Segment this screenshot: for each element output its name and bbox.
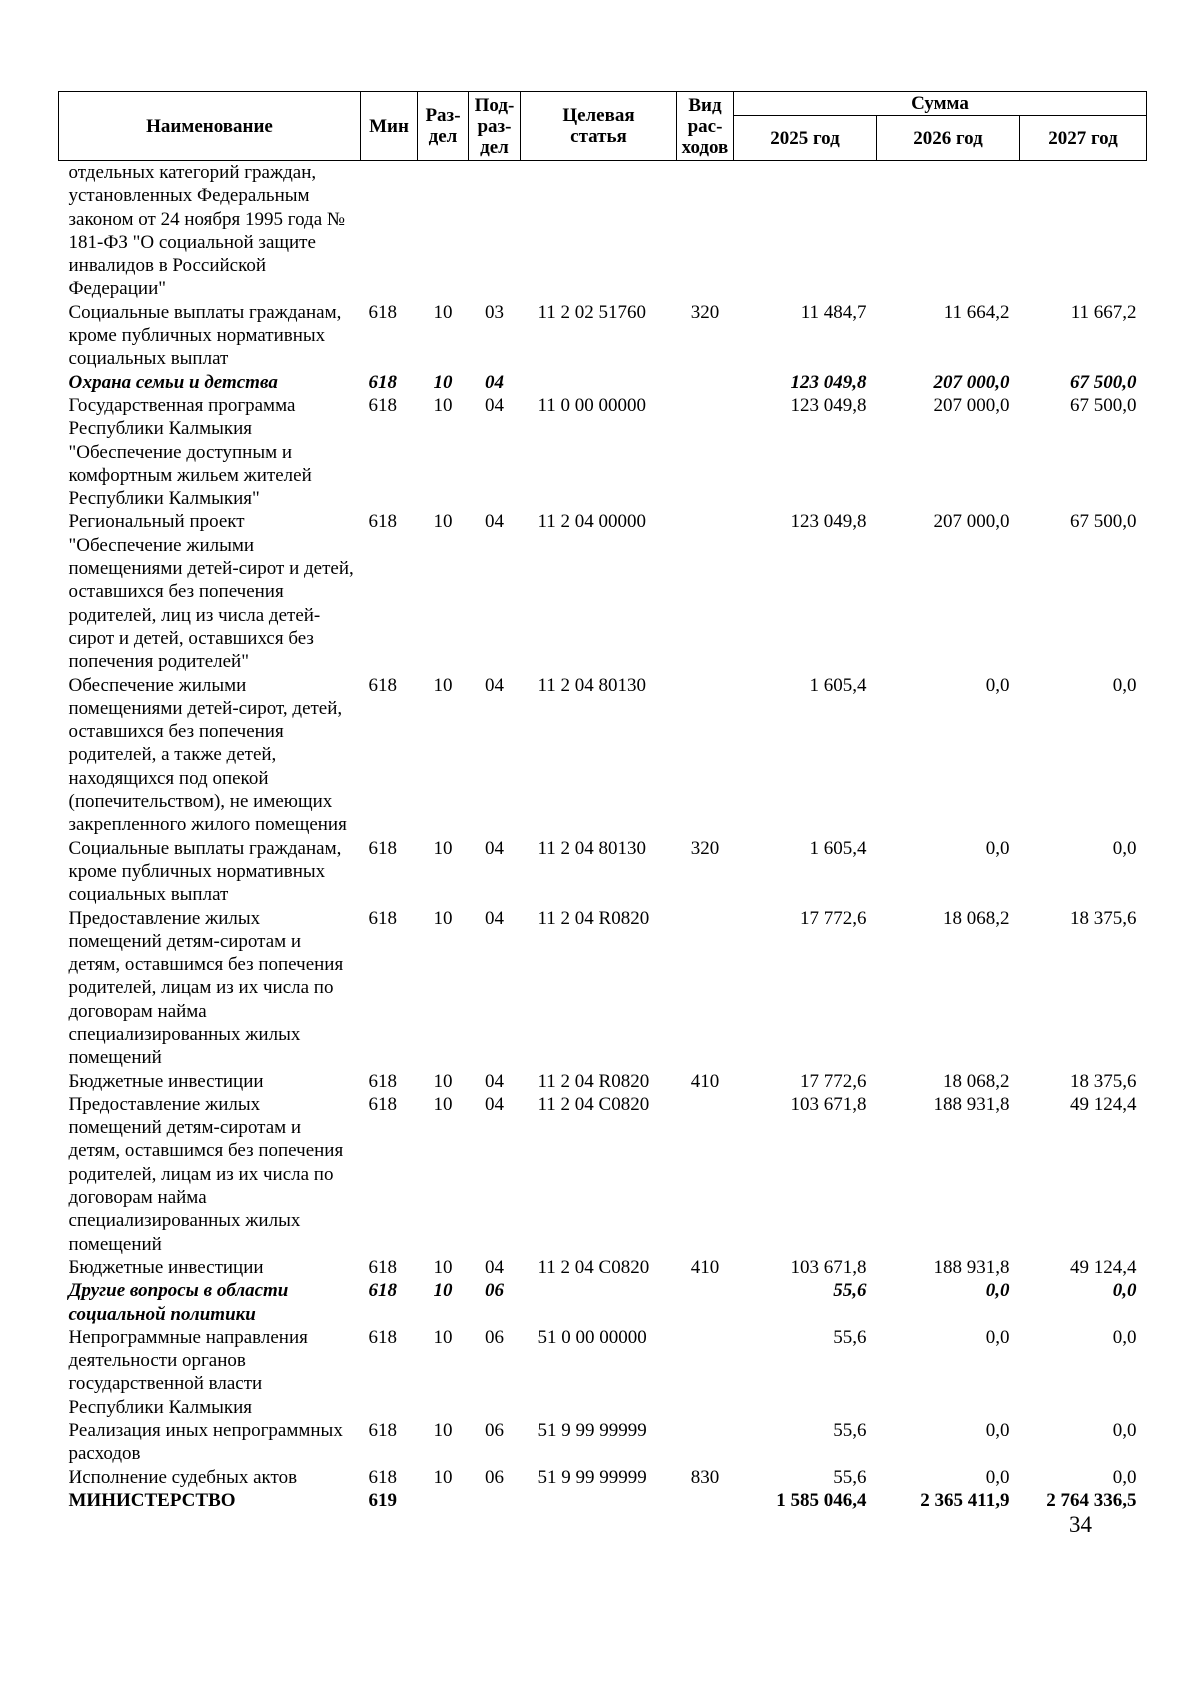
table-row (59, 161, 1147, 301)
row-celevaya-statya: 11 2 04 R0820 (537, 907, 650, 929)
header-min: Мин (361, 92, 418, 161)
row-sum-2026: 0,0 (985, 1420, 1010, 1442)
row-celevaya-statya: 51 0 00 00000 (537, 1326, 647, 1348)
table-row (59, 1256, 1147, 1279)
page-number: 34 (1069, 1512, 1092, 1537)
row-sum-2025: 55,6 (833, 1280, 867, 1302)
header-celevaya (521, 92, 677, 161)
header-podrazdel (469, 92, 521, 161)
row-vid-rashodov (677, 1326, 734, 1419)
row-sum-2026 (877, 161, 1020, 301)
row-sum-2027: 18 375,6 (1070, 1070, 1137, 1092)
row-razdel: 10 (433, 907, 453, 929)
row-name: Предоставление жилых помещений детям-сиротам и детям, оставшимся без попечения родителей, лицам из их числа по договорам найма специализированных жилых помещений (68, 907, 344, 1069)
row-vid-rashodov (677, 161, 734, 301)
row-min: 618 (368, 674, 397, 696)
row-razdel: 10 (433, 1070, 453, 1092)
row-podrazdel: 04 (485, 371, 504, 393)
table-row (59, 1466, 1147, 1489)
row-name: Предоставление жилых помещений детям-сиротам и детям, оставшимся без попечения родителей, лицам из их числа по договорам найма специализированных жилых помещений (68, 1093, 344, 1255)
row-sum-2026: 2 365 411,9 (920, 1489, 1010, 1511)
row-sum-2026: 207 000,0 (933, 394, 1010, 416)
row-min: 618 (368, 1070, 397, 1092)
row-sum-2027: 11 667,2 (1070, 301, 1137, 323)
row-name: Обеспечение жилыми помещениями детей-сирот, детей, оставшихся без попечения родителей, а также детей, находящихся под опекой (попечительством), не имеющих закрепленного жилого помещения (68, 674, 347, 836)
row-vid-rashodov (677, 371, 734, 394)
row-name: Реализация иных непрограммных расходов (68, 1420, 343, 1465)
row-vid-rashodov (677, 1489, 734, 1512)
row-sum-2026: 11 664,2 (943, 301, 1010, 323)
row-min (361, 161, 418, 301)
row-razdel: 10 (433, 1466, 453, 1488)
row-min: 618 (368, 301, 397, 323)
row-min: 618 (368, 1420, 397, 1442)
row-podrazdel (469, 1489, 521, 1512)
row-sum-2026: 0,0 (985, 1280, 1010, 1302)
header-razdel (418, 92, 469, 161)
row-sum-2025: 55,6 (833, 1466, 867, 1488)
row-sum-2026: 188 931,8 (933, 1256, 1010, 1278)
row-sum-2025: 17 772,6 (800, 1070, 867, 1092)
row-name: Социальные выплаты гражданам, кроме публичных нормативных социальных выплат (68, 301, 342, 370)
row-podrazdel: 04 (485, 907, 504, 929)
row-razdel: 10 (433, 1093, 453, 1115)
row-podrazdel: 04 (485, 674, 504, 696)
row-sum-2027: 0,0 (1112, 1326, 1137, 1348)
header-2026: 2026 год (877, 116, 1020, 161)
row-min: 618 (368, 371, 397, 393)
row-vid-rashodov (677, 1419, 734, 1466)
row-sum-2027: 67 500,0 (1070, 511, 1137, 533)
row-min: 619 (368, 1489, 397, 1511)
row-name: Бюджетные инвестиции (68, 1256, 264, 1278)
header-podrazdel-text: Под- раз- дел (474, 94, 515, 158)
row-razdel: 10 (433, 1256, 453, 1278)
row-sum-2027: 0,0 (1112, 1420, 1137, 1442)
row-podrazdel (469, 161, 521, 301)
row-celevaya-statya (521, 371, 677, 394)
row-vid-rashodov: 320 (690, 301, 720, 323)
row-sum-2027: 0,0 (1112, 1280, 1137, 1302)
row-razdel: 10 (433, 511, 453, 533)
row-name: Социальные выплаты гражданам, кроме публичных нормативных социальных выплат (68, 837, 342, 906)
row-sum-2026: 207 000,0 (933, 511, 1010, 533)
row-min: 618 (368, 907, 397, 929)
budget-table (58, 91, 1147, 1512)
header-celevaya-text: Целевая статья (562, 105, 635, 147)
row-vid-rashodov (677, 907, 734, 1070)
row-sum-2026: 0,0 (985, 1466, 1010, 1488)
row-celevaya-statya (521, 161, 677, 301)
table-row (59, 907, 1147, 1070)
row-podrazdel: 06 (485, 1466, 504, 1488)
table-row (59, 394, 1147, 510)
document-page (58, 91, 1146, 1537)
row-vid-rashodov (677, 510, 734, 673)
row-sum-2027: 67 500,0 (1070, 371, 1137, 393)
row-razdel: 10 (433, 837, 453, 859)
row-celevaya-statya: 11 2 04 80130 (537, 837, 647, 859)
table-row (59, 1489, 1147, 1512)
row-sum-2025: 123 049,8 (790, 371, 867, 393)
row-sum-2027: 0,0 (1112, 837, 1137, 859)
header-2027: 2027 год (1020, 116, 1147, 161)
row-sum-2026: 207 000,0 (933, 371, 1010, 393)
row-razdel: 10 (433, 394, 453, 416)
row-min: 618 (368, 394, 397, 416)
row-sum-2025: 103 671,8 (790, 1093, 867, 1115)
row-sum-2027: 18 375,6 (1070, 907, 1137, 929)
row-podrazdel: 04 (485, 394, 504, 416)
table-row (59, 1093, 1147, 1256)
header-vid (677, 92, 734, 161)
row-sum-2026: 18 068,2 (943, 1070, 1010, 1092)
row-razdel (418, 1489, 469, 1512)
row-celevaya-statya: 11 0 00 00000 (537, 394, 647, 416)
row-sum-2026: 0,0 (985, 837, 1010, 859)
row-name: Непрограммные направления деятельности органов государственной власти Республики Калмыкия (68, 1326, 308, 1418)
table-header (59, 92, 1147, 161)
row-name: Другие вопросы в области социальной политики (68, 1280, 289, 1325)
row-sum-2025: 17 772,6 (800, 907, 867, 929)
row-sum-2027: 0,0 (1112, 1466, 1137, 1488)
row-celevaya-statya: 11 2 04 R0820 (537, 1070, 650, 1092)
row-sum-2027 (1020, 161, 1147, 301)
header-summa: Сумма (734, 92, 1147, 116)
row-min: 618 (368, 1256, 397, 1278)
table-row (59, 1326, 1147, 1419)
row-razdel (418, 161, 469, 301)
row-celevaya-statya: 11 2 04 C0820 (537, 1256, 650, 1278)
row-sum-2025 (734, 161, 877, 301)
row-sum-2026: 0,0 (985, 1326, 1010, 1348)
row-sum-2025: 123 049,8 (790, 511, 867, 533)
table-row (59, 1419, 1147, 1466)
table-body (59, 161, 1147, 1513)
row-celevaya-statya: 51 9 99 99999 (537, 1466, 647, 1488)
row-name: Бюджетные инвестиции (68, 1070, 264, 1092)
row-celevaya-statya: 11 2 04 80130 (537, 674, 647, 696)
row-min: 618 (368, 1326, 397, 1348)
row-razdel: 10 (433, 1420, 453, 1442)
row-sum-2025: 55,6 (833, 1420, 867, 1442)
row-podrazdel: 04 (485, 1070, 504, 1092)
row-min: 618 (368, 511, 397, 533)
row-razdel: 10 (433, 1326, 453, 1348)
row-sum-2025: 55,6 (833, 1326, 867, 1348)
row-razdel: 10 (433, 371, 453, 393)
row-min: 618 (368, 1093, 397, 1115)
row-vid-rashodov (677, 1279, 734, 1326)
table-row (59, 837, 1147, 907)
row-podrazdel: 04 (485, 1256, 504, 1278)
header-2025: 2025 год (734, 116, 877, 161)
table-row (59, 1070, 1147, 1093)
row-vid-rashodov: 410 (690, 1070, 720, 1092)
row-min: 618 (368, 837, 397, 859)
header-vid-text: Вид рас- ходов (681, 94, 729, 158)
row-vid-rashodov: 410 (690, 1256, 720, 1278)
row-sum-2025: 1 605,4 (809, 674, 867, 696)
row-podrazdel: 04 (485, 837, 504, 859)
row-podrazdel: 04 (485, 1093, 504, 1115)
row-sum-2027: 67 500,0 (1070, 394, 1137, 416)
row-sum-2027: 0,0 (1112, 674, 1137, 696)
row-sum-2027: 49 124,4 (1070, 1093, 1137, 1115)
row-name: отдельных категорий граждан, установленных Федеральным законом от 24 ноября 1995 года № 181-ФЗ "О социальной защите инвалидов в Российской Федерации" (68, 162, 346, 300)
row-podrazdel: 06 (485, 1326, 504, 1348)
table-row (59, 1279, 1147, 1326)
row-celevaya-statya: 11 2 04 C0820 (537, 1093, 650, 1115)
row-razdel: 10 (433, 301, 453, 323)
row-sum-2027: 49 124,4 (1070, 1256, 1137, 1278)
header-name: Наименование (59, 92, 361, 161)
row-name: МИНИСТЕРСТВО (68, 1489, 236, 1511)
row-name: Государственная программа Республики Калмыкия "Обеспечение доступным и комфортным жильем жителей Республики Калмыкия" (68, 394, 312, 510)
row-podrazdel: 06 (485, 1420, 504, 1442)
table-row (59, 510, 1147, 673)
row-sum-2025: 11 484,7 (800, 301, 867, 323)
row-sum-2025: 1 605,4 (809, 837, 867, 859)
row-celevaya-statya (521, 1489, 677, 1512)
row-sum-2026: 18 068,2 (943, 907, 1010, 929)
row-podrazdel: 04 (485, 511, 504, 533)
row-razdel: 10 (433, 1280, 453, 1302)
table-row (59, 371, 1147, 394)
row-name: Исполнение судебных актов (68, 1466, 298, 1488)
row-sum-2026: 0,0 (985, 674, 1010, 696)
row-vid-rashodov (677, 394, 734, 510)
row-name: Региональный проект "Обеспечение жилыми помещениями детей-сирот и детей, оставшихся без попечения родителей, лиц из числа детей-сирот и детей, оставшихся без попечения родителей" (68, 511, 354, 673)
row-sum-2025: 1 585 046,4 (776, 1489, 867, 1511)
table-row (59, 674, 1147, 837)
row-podrazdel: 03 (485, 301, 504, 323)
row-min: 618 (368, 1466, 397, 1488)
row-min: 618 (368, 1280, 397, 1302)
row-celevaya-statya: 11 2 02 51760 (537, 301, 647, 323)
header-razdel-text: Раз- дел (425, 105, 461, 147)
row-vid-rashodov: 830 (690, 1466, 720, 1488)
row-vid-rashodov (677, 1093, 734, 1256)
row-vid-rashodov: 320 (690, 837, 720, 859)
row-vid-rashodov (677, 674, 734, 837)
row-podrazdel: 06 (485, 1280, 504, 1302)
row-sum-2026: 188 931,8 (933, 1093, 1010, 1115)
row-name: Охрана семьи и детства (68, 371, 278, 393)
row-sum-2025: 103 671,8 (790, 1256, 867, 1278)
row-celevaya-statya: 11 2 04 00000 (537, 511, 647, 533)
row-razdel: 10 (433, 674, 453, 696)
row-sum-2025: 123 049,8 (790, 394, 867, 416)
row-celevaya-statya (521, 1279, 677, 1326)
row-sum-2027: 2 764 336,5 (1046, 1489, 1137, 1511)
row-celevaya-statya: 51 9 99 99999 (537, 1420, 647, 1442)
table-row (59, 301, 1147, 371)
